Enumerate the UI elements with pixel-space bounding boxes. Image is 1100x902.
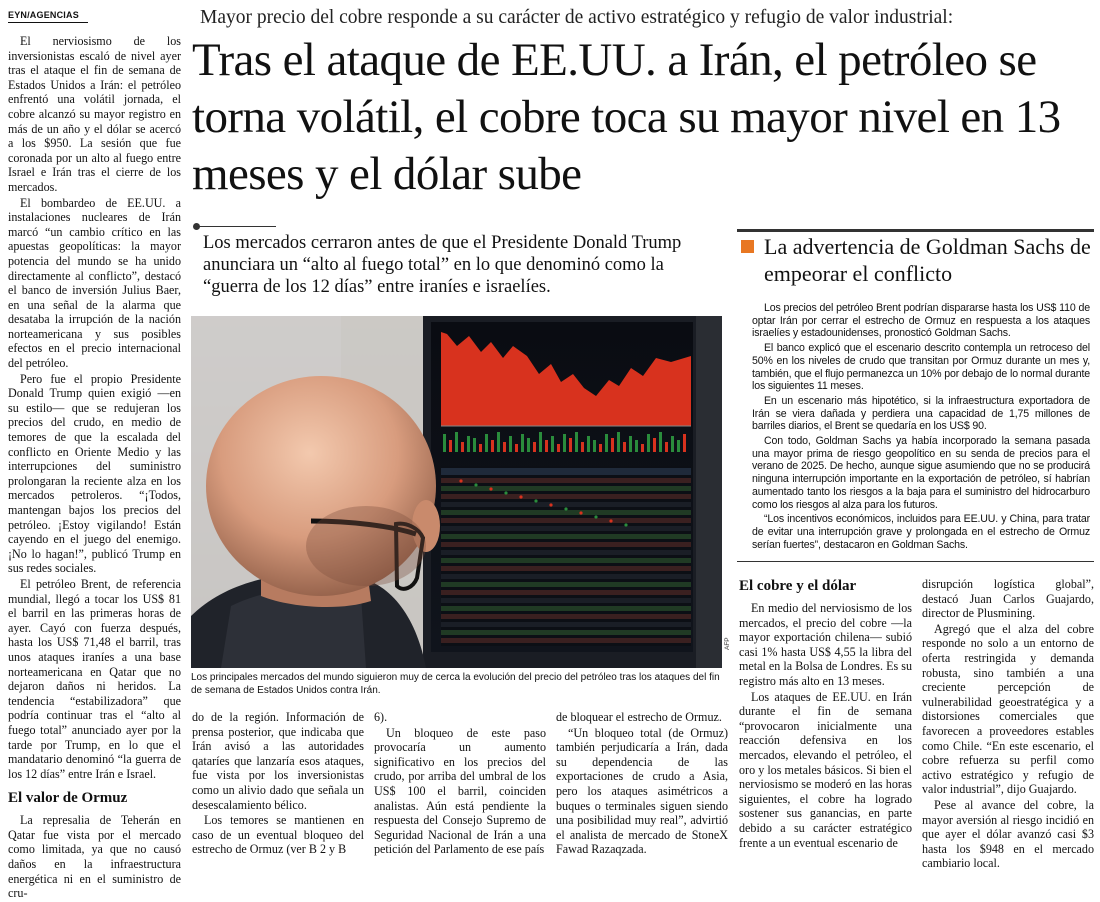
paragraph: Pero fue el propio Presidente Donald Trump quien exigió —en su estilo— que se redujeran los precios del crudo, en medio de temores de que la escalada del conflicto en Oriente Medio y las interrupciones del suministro prolongaran la reciente alza en los mercados petroleros. “¡Todos, mantengan bajos los precios del petróleo. ¡Estoy vigilando! Están cayendo en el juego del enemigo. ¡No lo hagan!”, publicó Trump en sus redes sociales.	[8, 371, 181, 576]
photo-caption: Los principales mercados del mundo siguieron muy de cerca la evolución del precio del petróleo tras los ataques del fin de semana de Estados Unidos contra Irán.	[191, 672, 720, 696]
deck: Los mercados cerraron antes de que el Presidente Donald Trump anunciara un “alto al fuego total” en lo que denominó como la “guerra de los 12 días” entre iraníes e israelíes.	[203, 233, 682, 297]
left-column	[8, 34, 181, 902]
paragraph: Los temores se mantienen en caso de un eventual bloqueo del estrecho de Ormuz (ver B 2 y B	[192, 813, 364, 857]
paragraph: do de la región. Información de prensa posterior, que indicaba que Irán avisó a las autoridades qataríes que lanzaría esos ataques, fue vista por los inversionistas como un alivio dado que señala un desescalamiento bélico.	[192, 710, 364, 812]
paragraph: Los precios del petróleo Brent podrían dispararse hasta los US$ 110 de optar Irán por cerrar el estrecho de Ormuz en respuesta a los ataques israelíes y estadounidenses, pronosticó Goldman Sachs.	[752, 302, 1090, 340]
right-column-2	[922, 577, 1094, 872]
paragraph: Un bloqueo de este paso provocaría un aumento significativo en los precios del crudo, por arriba del umbral de los US$ 100 el barril, coinciden analistas. Aún está pendiente la respuesta del Consejo Supremo de Seguridad Nacional de Irán a una petición del Parlamento de ese país	[374, 725, 546, 857]
subhead-ormuz: El valor de Ormuz	[8, 790, 128, 807]
paragraph: La represalia de Teherán en Qatar fue vista por el mercado como limitada, ya que no causó daños en la infraestructura energética ni en el suministro de cru-	[8, 813, 181, 901]
paragraph: Pese al avance del cobre, la mayor aversión al riesgo incidió en que ayer el dólar avanzó casi $3 hasta los $948 en el mercado cambiario local.	[922, 797, 1094, 871]
right-column-1	[739, 577, 912, 851]
paragraph: Los ataques de EE.UU. en Irán durante el fin de semana “provocaron inicialmente una reacción defensiva en los mercados, elevando el petróleo, el oro y los metales básicos. Si bien el nerviosismo se moderó en las horas siguientes, el cobre ha logrado sostener sus ganancias, en parte debido a su carácter estratégico frente a un eventual escenario de	[739, 689, 912, 850]
photo-credit: AFP	[724, 637, 731, 650]
trader-photo-illustration	[191, 316, 722, 668]
middle-column-1	[192, 710, 364, 858]
subhead-cobre-dolar: El cobre y el dólar	[739, 578, 857, 594]
paragraph: El nerviosismo de los inversionistas escaló de nivel ayer tras el ataque el fin de semana de Estados Unidos a Irán: el petróleo enfrentó una volátil jornada, el cobre alcanzó su mayor registro en más de un año y el dólar se acercó a los $950. La sesión que fue coronada por un alto al fuego entre Israel e Irán tras el cierre de los mercados.	[8, 34, 181, 194]
paragraph: En un escenario más hipotético, si la infraestructura exportadora de Irán se viera dañada y perdiera una capacidad de 1,75 millones de barriles diarios, el Brent se quedaría en los US$ 90.	[752, 394, 1090, 433]
middle-column-2	[374, 710, 546, 858]
paragraph: “Un bloqueo total (de Ormuz) también perjudicaría a Irán, dada su dependencia de las exportaciones de crudo a Asia, pero los ataques asimétricos a buques o terminales siguen siendo una posibilidad muy real”, advirtió el analista de mercado de StoneX Fawad Razaqzada.	[556, 725, 728, 857]
kicker: Mayor precio del cobre responde a su carácter de activo estratégico y refugio de valor industrial:	[200, 7, 954, 28]
byline: EYN/AGENCIAS	[8, 10, 88, 23]
paragraph: El bombardeo de EE.UU. a instalaciones nucleares de Irán marcó “un cambio crítico en las apuestas geopolíticas: la mayor potencia del mundo se ha unido directamente al conflicto”, destacó el banco de inversión Julius Baer, en una señal de la alarma que desataba la irrupción de la nación norteamericana y sus posibles efectos en el precio internacional del petróleo.	[8, 195, 181, 371]
box-top-rule	[737, 229, 1094, 232]
paragraph: Agregó que el alza del cobre responde no solo a un entorno de oferta restringida y demanda robusta, sino también a una creciente percepción de vulnerabilidad geoestratégica y a distorsiones comerciales que favorecen a proveedores estables como Chile. “En este escenario, el cobre refuerza su perfil como activo estratégico y refugio de valor industrial”, dijo Guajardo.	[922, 621, 1094, 797]
box-title: La advertencia de Goldman Sachs de empeorar el conflicto	[764, 234, 1091, 286]
paragraph: 6).	[374, 710, 388, 724]
paragraph: de bloquear el estrecho de Ormuz.	[556, 710, 722, 724]
paragraph: En medio del nerviosismo de los mercados, el precio del cobre —la mayor exportación chilena— subió casi 1% hasta US$ 4,55 la libra del metal en la Bolsa de Londres. Es su registro más alto en 13 meses.	[739, 601, 912, 688]
trader-photo	[191, 316, 722, 668]
paragraph: El banco explicó que el escenario descrito contempla un retroceso del 50% en los niveles de crudo que transitan por Ormuz durante un mes y, también, que el flujo permanezca un 10% por debajo de lo normal durante los siguientes 11 meses.	[752, 342, 1090, 393]
paragraph: El petróleo Brent, de referencia mundial, llegó a tocar los US$ 81 el barril en las primeras horas de ayer. Cayó con fuerza después, hasta los US$ 71,48 el barril, tras unos ataques iraníes a una base norteamericana en Qatar que no dejaron daños ni heridos. La tendencia “estabilizadora” que podría continuar tras el “alto al fuego total” anunciado ayer por la tarde por Trump, en lo que el mandatario denominó “la guerra de los 12 días” entre Irán e Israel.	[8, 576, 181, 781]
box-bottom-rule	[737, 561, 1094, 562]
headline: Tras el ataque de EE.UU. a Irán, el petróleo se torna volátil, el cobre toca su mayor nivel en 13 meses y el dólar sube	[192, 34, 1061, 200]
paragraph: “Los incentivos económicos, incluidos para EE.UU. y China, para tratar de evitar una interrupción grave y prolongada en el estrecho de Ormuz serían fuertes”, destacaron en Goldman Sachs.	[752, 513, 1090, 551]
box-body	[752, 302, 1090, 553]
deck-rule	[196, 226, 276, 227]
paragraph: Con todo, Goldman Sachs ya había incorporado la semana pasada una mayor prima de riesgo geopolítico en su senda de precios para el verano de 2025. De hecho, aunque sigue asumiendo que no se producirá ninguna interrupción importante en la exportación de petróleo, sí habrían aumentado tanto los riesgos a la baja para el suministro del hidrocarburo como los riesgos al alza para los futuros.	[752, 435, 1090, 511]
middle-column-3	[556, 710, 728, 858]
box-accent-square	[741, 240, 754, 253]
paragraph: disrupción logística global”, destacó Juan Carlos Guajardo, director de Plusmining.	[922, 577, 1094, 621]
